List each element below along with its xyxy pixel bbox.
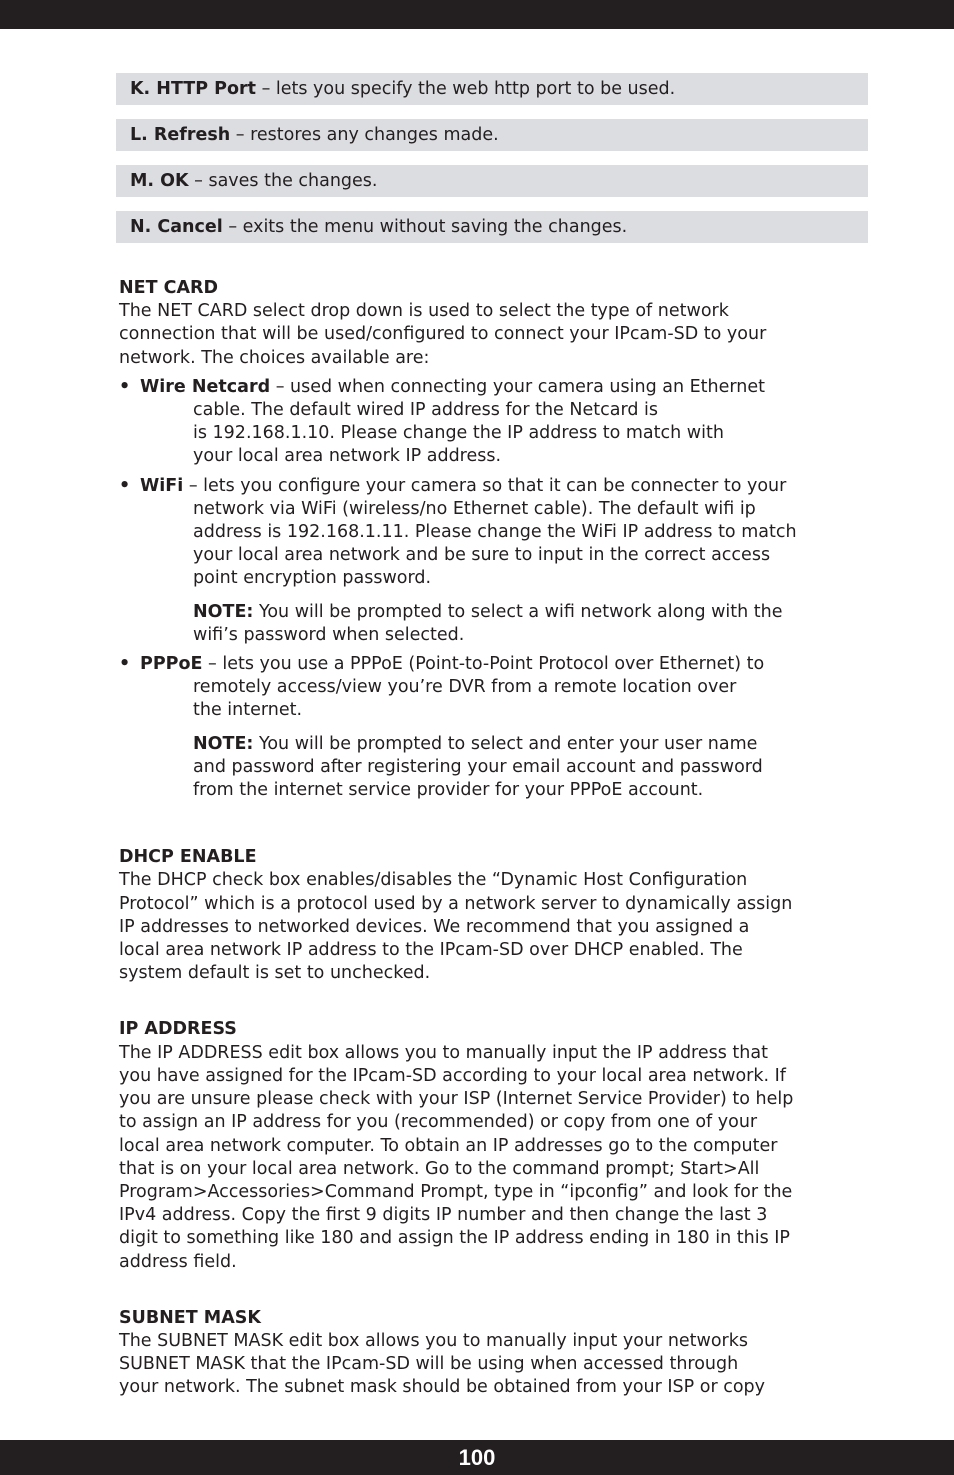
subnet-mask-section: SUBNET MASK The SUBNET MASK edit box allows you to manually input your networks SUBNET MASK that the IPcam-SD will be using when accessed through your network. The subnet mask should be obtained from your ISP or copy	[119, 1307, 871, 1400]
net-card-line: network. The choices available are:	[119, 347, 430, 368]
ok-box: M. OK – saves the changes.	[116, 165, 868, 197]
cancel-box: N. Cancel – exits the menu without saving the changes.	[116, 211, 868, 243]
subnet-mask-heading: SUBNET MASK	[119, 1307, 261, 1328]
refresh-box: L. Refresh – restores any changes made.	[116, 119, 868, 151]
bullet-dot: •	[119, 376, 131, 397]
pppoe-note: NOTE: You will be prompted to select and enter your user name and password after registering your email account and password from the internet service provider for your PPPoE account.	[193, 733, 763, 801]
bullet-wifi: • WiFi – lets you configure your camera so that it can be connecter to your network via WiFi (wireless/no Ethernet cable). The default wifi ip address is 192.168.1.11. Please change the WiFi IP address to match your local area network and be sure to input in the correct access point encryption password.	[119, 475, 797, 589]
bullet-wire-netcard: • Wire Netcard – used when connecting your camera using an Ethernet cable. The default wired IP address for the Netcard is is 192.168.1.10. Please change the IP address to match with your local area network IP address.	[119, 376, 766, 467]
ip-address-section: IP ADDRESS The IP ADDRESS edit box allows you to manually input the IP address that you have assigned for the IPcam-SD according to your local area network. If you are unsure please check with your ISP (Internet Service Provider) to help to assign an IP address for you (recommended) or copy from one of your local area network computer. To obtain an IP addresses go to the computer that is on your local area network. Go to the command prompt; Start>All Program>Accessories>Command Prompt, type in “ipconfig” and look for the IPv4 address. Copy the first 9 digits IP number and then change the last 3 digit to something like 180 and assign the IP address ending in 180 in this IP address field.	[119, 1018, 871, 1273]
bullet-dot: •	[119, 654, 131, 675]
http-port-box: K. HTTP Port – lets you specify the web http port to be used.	[116, 73, 868, 105]
wifi-note: NOTE: You will be prompted to select a wifi network along with the wifi’s password when selected.	[193, 601, 783, 645]
page-number: 100	[0, 1440, 954, 1475]
spacer	[119, 985, 871, 1018]
ip-address-heading: IP ADDRESS	[119, 1019, 237, 1040]
option-boxes	[116, 73, 868, 257]
spacer	[119, 1274, 871, 1307]
bullet-dot: •	[119, 475, 131, 496]
net-card-heading: NET CARD	[119, 278, 219, 298]
spacer	[119, 802, 871, 846]
document-body	[119, 277, 871, 1400]
dhcp-section: DHCP ENABLE The DHCP check box enables/disables the “Dynamic Host Configuration Protocol” which is a protocol used by a network server to dynamically assign IP addresses to networked devices. We recommend that you assigned a local area network IP address to the IPcam-SD over DHCP enabled. The system default is set to unchecked.	[119, 846, 871, 985]
net-card-line: The NET CARD select drop down is used to select the type of network	[119, 301, 729, 322]
net-card-line: connection that will be used/configured to connect your IPcam-SD to your	[119, 324, 767, 345]
dhcp-heading: DHCP ENABLE	[119, 847, 257, 868]
bullet-pppoe: • PPPoE – lets you use a PPPoE (Point-to-Point Protocol over Ethernet) to remotely access/view you’re DVR from a remote location over the internet.	[119, 654, 765, 721]
net-card-section	[119, 277, 871, 802]
top-bar	[0, 0, 954, 29]
